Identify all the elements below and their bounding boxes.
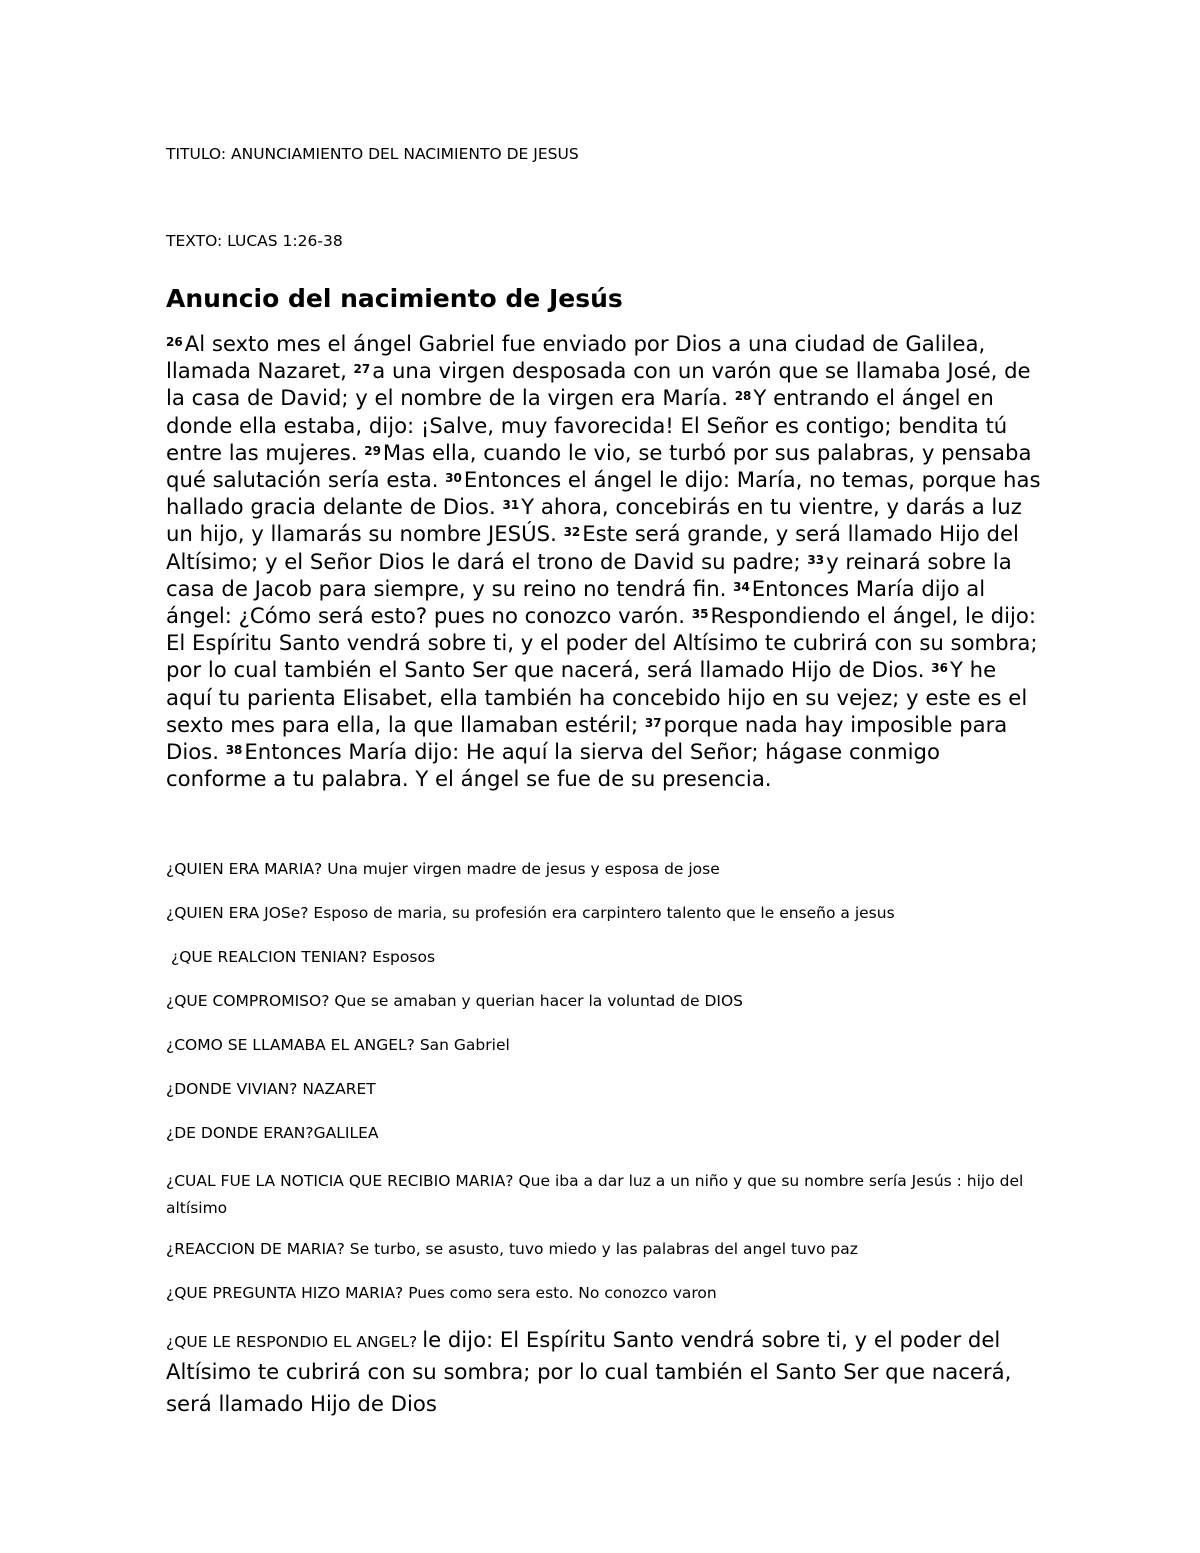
verse-number: 30 xyxy=(445,471,462,486)
verse-text: Y ahora, concebirás en tu vientre, y darás a luz un hijo, y llamarás su nombre JESÚS. xyxy=(166,494,1022,547)
verse-number: 36 xyxy=(931,661,948,676)
qa-item: ¿COMO SE LLAMABA EL ANGEL? San Gabriel xyxy=(166,1036,510,1054)
qa-item: ¿QUE REALCION TENIAN? Esposos xyxy=(171,948,436,966)
verse-number: 31 xyxy=(502,498,520,513)
verse-number: 26 xyxy=(166,335,183,349)
passage-text xyxy=(166,330,1046,792)
text-reference-line: TEXTO: LUCAS 1:26-38 xyxy=(166,232,343,250)
title-line: TITULO: ANUNCIAMIENTO DEL NACIMIENTO DE JESUS xyxy=(166,145,579,163)
verse-text: a una virgen desposada con un varón que se llamaba José, de la casa de David; y el nombre de la virgen era María. xyxy=(166,358,1031,411)
verse-number: 29 xyxy=(364,443,381,458)
qa-item: ¿REACCION DE MARIA? Se turbo, se asusto, tuvo miedo y las palabras del angel tuvo paz xyxy=(166,1240,858,1258)
verse-number: 37 xyxy=(644,715,662,730)
qa-item: ¿QUIEN ERA MARIA? Una mujer virgen madre de jesus y esposa de jose xyxy=(166,860,720,878)
verse-text: y reinará sobre la casa de Jacob para siempre, y su reino no tendrá fin. xyxy=(166,548,1012,601)
verse-text: Este será grande, y será llamado Hijo del Altísimo; y el Señor Dios le dará el trono de David su padre; xyxy=(166,521,1019,574)
verse-text: Mas ella, cuando le vio, se turbó por sus palabras, y pensaba qué salutación sería esta. xyxy=(166,439,1032,493)
verse-text: Y entrando el ángel en donde ella estaba, dijo: ¡Salve, muy favorecida! El Señor es contigo; bendita tú entre las mujeres. xyxy=(166,385,1008,465)
verse-number: 28 xyxy=(734,389,752,404)
verse-text: Entonces el ángel le dijo: María, no temas, porque has hallado gracia delante de Dios. xyxy=(166,467,1041,520)
verse-text: porque nada hay imposible para Dios. xyxy=(166,711,1008,765)
verse-number: 33 xyxy=(807,552,825,567)
verse-38 xyxy=(166,739,940,791)
verse-number: 38 xyxy=(225,743,243,758)
qa-item: ¿DE DONDE ERAN?GALILEA xyxy=(166,1124,379,1142)
passage-heading: Anuncio del nacimiento de Jesús xyxy=(166,284,623,313)
verse-text: Al sexto mes el ángel Gabriel fue enviado por Dios a una ciudad de Galilea, llamada Nazaret, xyxy=(166,331,986,384)
verse-number: 27 xyxy=(353,362,371,377)
verse-number: 35 xyxy=(691,607,709,622)
qa-question: ¿QUE LE RESPONDIO EL ANGEL? xyxy=(166,1333,423,1351)
verse-text: Y he aquí tu parienta Elisabet, ella también ha concebido hijo en su vejez; y este es el sexto mes para ella, la que llamaban estéril; xyxy=(166,657,1028,737)
qa-item-last xyxy=(166,1325,1046,1421)
qa-item: ¿QUIEN ERA JOSe? Esposo de maria, su profesión era carpintero talento que le enseño a jesus xyxy=(166,904,895,922)
qa-item: ¿DONDE VIVIAN? NAZARET xyxy=(166,1080,376,1098)
qa-item: ¿CUAL FUE LA NOTICIA QUE RECIBIO MARIA? Que iba a dar luz a un niño y que su nombre sería Jesús : hijo del altísimo xyxy=(166,1172,1024,1217)
qa-answer: le dijo: El Espíritu Santo vendrá sobre ti, y el poder del Altísimo te cubrirá con su sombra; por lo cual también el Santo Ser que nacerá, será llamado Hijo de Dios xyxy=(166,1327,1012,1416)
verse-text: Entonces María dijo al ángel: ¿Cómo será esto? pues no conozco varón. xyxy=(166,575,986,629)
verse-number: 34 xyxy=(733,579,750,594)
qa-item: ¿QUE COMPROMISO? Que se amaban y querian hacer la voluntad de DIOS xyxy=(166,992,743,1010)
qa-item: ¿QUE PREGUNTA HIZO MARIA? Pues como sera esto. No conozco varon xyxy=(166,1284,717,1302)
verse-text: Respondiendo el ángel, le dijo: El Espíritu Santo vendrá sobre ti, y el poder del Altísimo te cubrirá con su sombra; por lo cual también el Santo Ser que nacerá, será llamado Hijo de Dios. xyxy=(166,603,1038,683)
verse-number: 32 xyxy=(563,525,581,540)
verse-text: Entonces María dijo: He aquí la sierva del Señor; hágase conmigo conforme a tu palabra. Y el ángel se fue de su presencia. xyxy=(166,739,940,792)
